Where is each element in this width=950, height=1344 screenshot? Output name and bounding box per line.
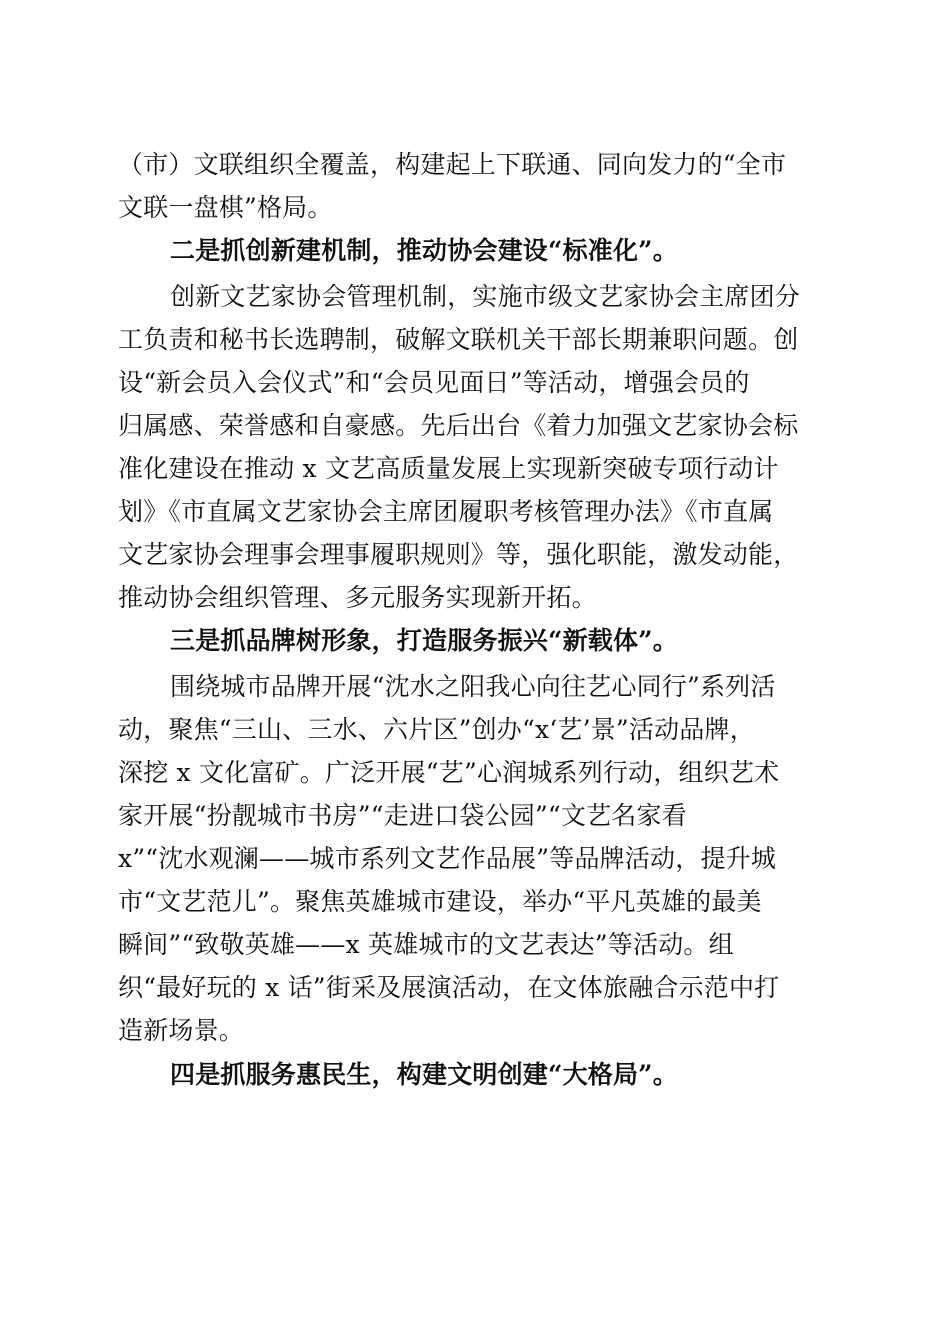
paragraph-line: 家开展“扮靓城市书房”“走进口袋公园”“文艺名家看	[118, 801, 687, 830]
paragraph-line: 工负责和秘书长选聘制，破解文联机关干部长期兼职问题。创	[118, 325, 799, 354]
paragraph-line: x”“沈水观澜——城市系列文艺作品展”等品牌活动，提升城	[118, 844, 777, 873]
paragraph-line: 织“最好玩的 x 话”街采及展演活动，在文体旅融合示范中打	[118, 973, 780, 1002]
paragraph-line: 深挖 x 文化富矿。广泛开展“艺”心润城系列行动，组织艺术	[118, 758, 780, 787]
paragraph-continuation-line: （市）文联组织全覆盖，构建起上下联通、同向发力的“全市	[118, 150, 787, 179]
section-heading-4: 四是抓服务惠民生，构建文明创建“大格局”。	[170, 1060, 678, 1089]
paragraph-line: 划》《市直属文艺家协会主席团履职考核管理办法》《市直属	[118, 497, 774, 526]
paragraph-line: 创新文艺家协会管理机制，实施市级文艺家协会主席团分	[170, 282, 801, 311]
paragraph-line: 动，聚焦“三山、三水、六片区”创办“x‘艺’景”活动品牌，	[118, 715, 755, 744]
paragraph-line: 归属感、荣誉感和自豪感。先后出台《着力加强文艺家协会标	[118, 411, 799, 440]
paragraph-line: 瞬间”“致敬英雄——x 英雄城市的文艺表达”等活动。组	[118, 930, 734, 959]
paragraph-line: 围绕城市品牌开展“沈水之阳我心向往艺心同行”系列活	[170, 672, 776, 701]
paragraph-line: 文艺家协会理事会理事履职规则》等，强化职能，激发动能，	[118, 540, 799, 569]
paragraph-line: 市“文艺范儿”。聚焦英雄城市建设，举办“平凡英雄的最美	[118, 887, 762, 916]
section-heading-3: 三是抓品牌树形象，打造服务振兴“新载体”。	[170, 626, 678, 655]
paragraph-line: 准化建设在推动 x 文艺高质量发展上实现新突破专项行动计	[118, 454, 779, 483]
paragraph-continuation-line: 文联一盘棋”格局。	[118, 193, 333, 222]
paragraph-line: 造新场景。	[118, 1016, 245, 1045]
section-heading-2: 二是抓创新建机制，推动协会建设“标准化”。	[170, 236, 678, 265]
paragraph-line: 推动协会组织管理、多元服务实现新开拓。	[118, 583, 597, 612]
paragraph-line: 设“新会员入会仪式”和“会员见面日”等活动，增强会员的	[118, 368, 750, 397]
